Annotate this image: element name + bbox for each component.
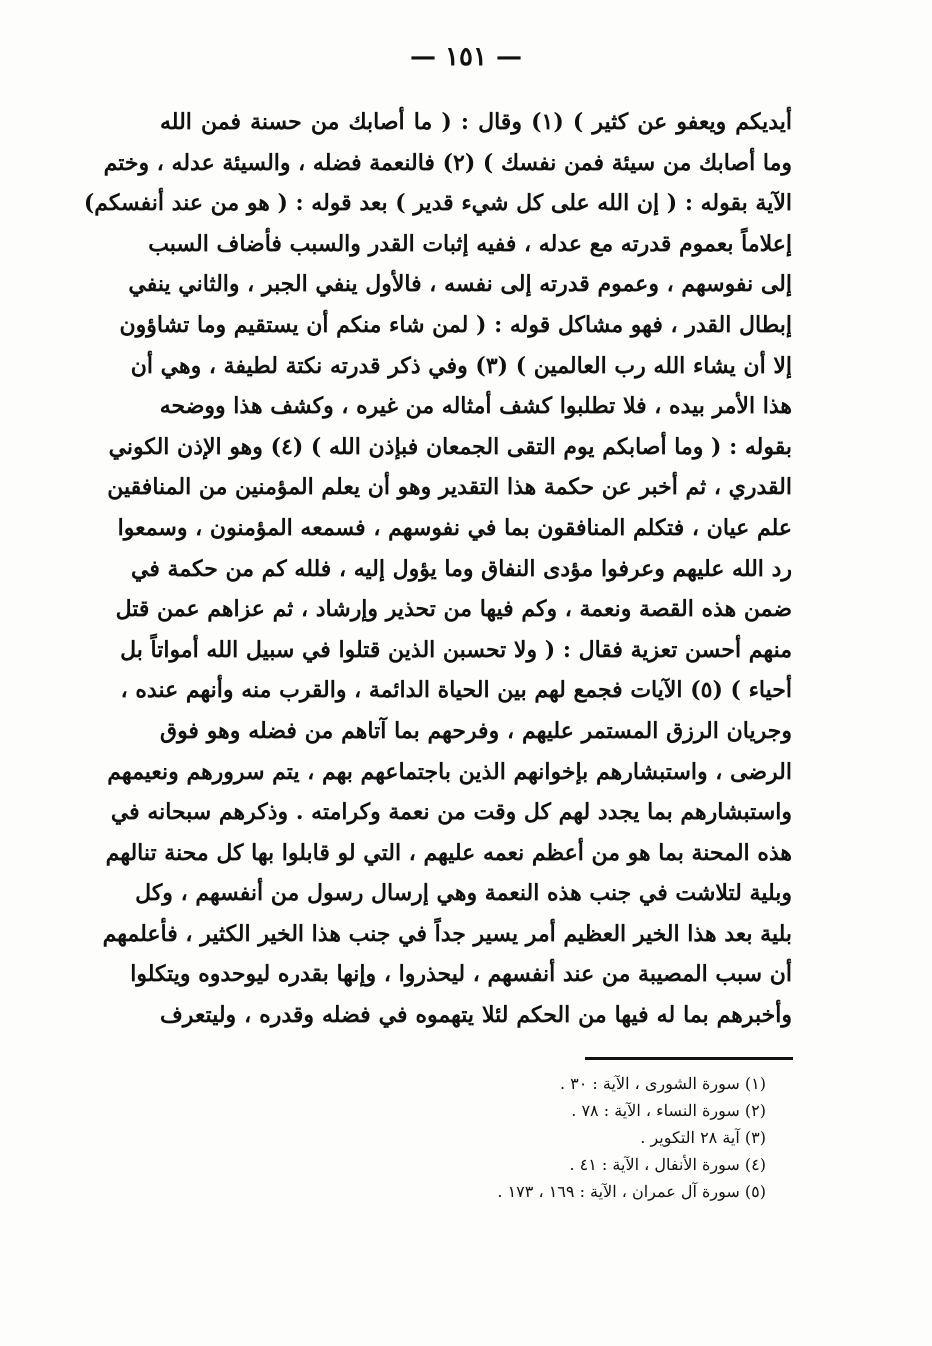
text-line: إلى نفوسهم ، وعموم قدرته إلى نفسه ، فالأول ينفي الجبر ، والثاني ينفي xyxy=(128,271,792,298)
footnote: (٣) آية ٢٨ التكوير . xyxy=(640,1128,766,1147)
text-line: أن سبب المصيبة من عند أنفسهم ، ليحذروا ، وإنها بقدره ليوحدوه ويتكلوا xyxy=(130,961,792,988)
footnotes xyxy=(300,1070,766,1205)
footnote-separator xyxy=(585,1057,793,1060)
text-line: رد الله عليهم وعرفوا مؤدى النفاق وما يؤول إليه ، فلله كم من حكمة في xyxy=(131,555,792,582)
text-line: الآية بقوله : ( إن الله على كل شيء قدير ) بعد قوله : ( هو من عند أنفسكم) xyxy=(83,190,792,217)
text-line: القدري ، ثم أخبر عن حكمة هذا التقدير وهو أن يعلم المؤمنين من المنافقين xyxy=(107,474,792,501)
footnote: (٥) سورة آل عمران ، الآية : ١٦٩ ، ١٧٣ . xyxy=(497,1182,766,1201)
text-line: إلا أن يشاء الله رب العالمين ) (٣) وفي ذكر قدرته نكتة لطيفة ، وهي أن xyxy=(130,352,792,379)
body-text xyxy=(83,102,792,1036)
text-line: وما أصابك من سيئة فمن نفسك ) (٢) فالنعمة فضله ، والسيئة عدله ، وختم xyxy=(103,149,792,176)
text-line: بقوله : ( وما أصابكم يوم التقى الجمعان فبإذن الله ) (٤) وهو الإذن الكوني xyxy=(108,433,792,460)
text-line: هذه المحنة بما هو من أعظم نعمه عليهم ، التي لو قابلوا بها كل محنة تنالهم xyxy=(105,839,792,866)
text-line: وأخبرهم بما له فيها من الحكم لئلا يتهموه في فضله وقدره ، وليتعرف xyxy=(160,1002,792,1029)
text-line: إبطال القدر ، فهو مشاكل قوله : ( لمن شاء منكم أن يستقيم وما تشاؤون xyxy=(119,311,792,338)
text-line: بلية بعد هذا الخير العظيم أمر يسير جداً في جنب هذا الخير الكثير ، فأعلمهم xyxy=(102,920,792,947)
text-line: وبلية لتلاشت في جنب هذه النعمة وهي إرسال رسول من أنفسهم ، وكل xyxy=(135,880,792,907)
text-line: ضمن هذه القصة ونعمة ، وكم فيها من تحذير وإرشاد ، ثم عزاهم عمن قتل xyxy=(115,596,792,623)
text-line: إعلاماً بعموم قدرته مع عدله ، ففيه إثبات القدر والسبب فأضاف السبب xyxy=(148,230,792,257)
page-number: — ١٥١ — xyxy=(409,42,523,72)
text-line: منهم أحسن تعزية فقال : ( ولا تحسبن الذين قتلوا في سبيل الله أمواتاً بل xyxy=(120,636,792,663)
text-line: أيديكم ويعفو عن كثير ) (١) وقال : ( ما أصابك من حسنة فمن الله xyxy=(160,109,792,135)
text-line: الرضى ، واستبشارهم بإخوانهم الذين باجتماعهم بهم ، يتم سرورهم ونعيمهم xyxy=(107,758,792,785)
footnote: (٢) سورة النساء ، الآية : ٧٨ . xyxy=(571,1101,766,1120)
text-line: واستبشارهم بما يجدد لهم كل وقت من نعمة وكرامته . وذكرهم سبحانه في xyxy=(110,799,792,826)
footnote: (١) سورة الشورى ، الآية : ٣٠ . xyxy=(559,1074,766,1093)
text-line: علم عيان ، فتكلم المنافقون بما في نفوسهم ، فسمعه المؤمنون ، وسمعوا xyxy=(117,514,792,541)
text-line: وجريان الرزق المستمر عليهم ، وفرحهم بما آتاهم من فضله وهو فوق xyxy=(160,717,792,744)
text-line: هذا الأمر بيده ، فلا تطلبوا كشف أمثاله من غيره ، وكشف هذا ووضحه xyxy=(159,393,792,420)
footnote: (٤) سورة الأنفال ، الآية : ٤١ . xyxy=(569,1155,766,1174)
text-line: أحياء ) (٥) الآيات فجمع لهم بين الحياة الدائمة ، والقرب منه وأنهم عنده ، xyxy=(120,677,792,704)
